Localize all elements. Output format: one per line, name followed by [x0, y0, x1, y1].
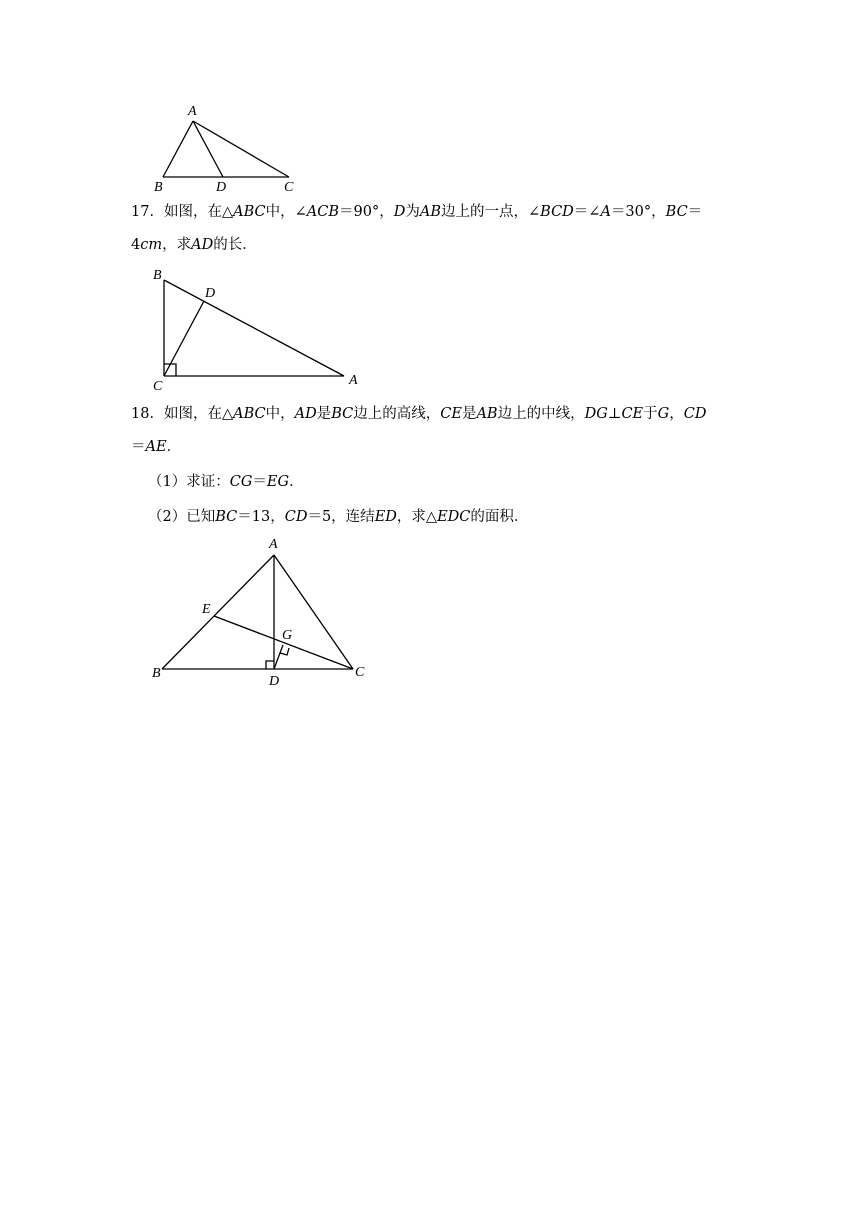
text-run: 为 [405, 204, 420, 220]
problem-18-text-line-1 [164, 406, 707, 422]
text-run: ＝90°， [339, 204, 394, 220]
text-run: 中， [265, 406, 295, 422]
problem-18-part-2-text [148, 509, 528, 525]
point-label-A: A [269, 537, 278, 552]
segment-CD [164, 301, 204, 376]
text-run: 4 [131, 237, 141, 253]
problem-18-text-line-2 [131, 439, 181, 455]
math-variable: G [657, 406, 670, 422]
segment-BA [164, 280, 344, 376]
point-label-B: B [154, 180, 163, 195]
figure-16-triangle [150, 100, 310, 195]
right-angle-mark-D [266, 661, 274, 669]
math-variable: D [393, 204, 406, 220]
text-run: 如图，在△ [163, 406, 234, 422]
math-variable: EDC [437, 509, 471, 525]
problem-18-line-2 [131, 437, 771, 457]
point-label-C: C [355, 665, 365, 680]
point-label-A: A [349, 373, 358, 388]
problem-18-number: 18． [131, 406, 164, 422]
problem-17-text-line-1 [164, 204, 702, 220]
text-run: ． [166, 439, 182, 455]
math-variable: EG [266, 474, 290, 490]
text-run: （2）已知 [148, 509, 216, 525]
point-label-A: A [188, 104, 197, 119]
segment-AC [274, 555, 353, 669]
math-variable: ABC [233, 204, 266, 220]
text-run: 如图，在△ [163, 204, 234, 220]
math-variable: ED [374, 509, 397, 525]
math-variable: BC [665, 204, 688, 220]
math-variable: AB [419, 204, 441, 220]
problem-17-text-line-2 [131, 237, 257, 253]
math-variable: CD [284, 509, 308, 525]
figure-18-triangle [150, 534, 380, 689]
text-run: 边上的高线， [353, 406, 441, 422]
point-label-C: C [284, 180, 294, 195]
math-variable: ACB [306, 204, 339, 220]
math-variable: BC [215, 509, 238, 525]
math-variable: BCD [540, 204, 574, 220]
point-label-D: D [205, 286, 216, 301]
text-run: 中，∠ [265, 204, 307, 220]
problem-18-line-1 [131, 404, 771, 424]
text-run: ，求△ [396, 509, 438, 525]
problem-18-part-1 [148, 472, 788, 492]
math-variable: AE [145, 439, 167, 455]
math-variable: CD [683, 406, 707, 422]
segment-AB [163, 121, 193, 177]
text-run: 于 [643, 406, 658, 422]
text-run: 边上的中线， [497, 406, 585, 422]
text-run: 的长． [213, 237, 257, 253]
math-variable: ABC [233, 406, 266, 422]
problem-17-line-2 [131, 235, 771, 255]
text-run: ． [289, 474, 304, 490]
point-label-D: D [269, 674, 280, 689]
text-run: ＝13， [237, 509, 285, 525]
text-run: 是 [316, 406, 332, 422]
math-variable: CE [440, 406, 462, 422]
math-variable: A [600, 204, 611, 220]
segment-AB [162, 555, 274, 669]
point-label-G: G [282, 628, 293, 643]
problem-18-part-1-text [148, 474, 304, 490]
text-run: ＝ [687, 204, 703, 220]
point-label-B: B [153, 268, 162, 283]
point-label-D: D [216, 180, 227, 195]
math-variable: BC [331, 406, 354, 422]
text-run: （1）求证： [148, 474, 230, 490]
math-variable: DG [584, 406, 608, 422]
text-run: ＝ [252, 474, 267, 490]
figure-17-right-triangle [150, 264, 370, 394]
problem-18-part-2 [148, 507, 788, 527]
text-run: ＝5，连结 [307, 509, 375, 525]
text-run: ， [669, 406, 684, 422]
math-variable: cm [140, 237, 163, 253]
point-label-C: C [153, 379, 163, 394]
text-run: ＝∠ [573, 204, 601, 220]
math-variable: CE [621, 406, 644, 422]
problem-17-line-1 [131, 202, 771, 222]
text-run: ⊥ [607, 406, 622, 422]
math-variable: AD [191, 237, 214, 253]
text-run: ＝30°， [610, 204, 666, 220]
text-run: ，求 [162, 237, 192, 253]
math-variable: AD [294, 406, 317, 422]
point-label-E: E [202, 602, 211, 617]
text-run: 的面积． [470, 509, 529, 525]
math-variable: AB [476, 406, 498, 422]
point-label-B: B [152, 666, 161, 681]
math-variable: CG [229, 474, 253, 490]
segment-DG [274, 645, 283, 669]
problem-17-number: 17． [131, 204, 164, 220]
text-run: 是 [461, 406, 477, 422]
text-run: 边上的一点，∠ [440, 204, 541, 220]
text-run: ＝ [131, 439, 146, 455]
